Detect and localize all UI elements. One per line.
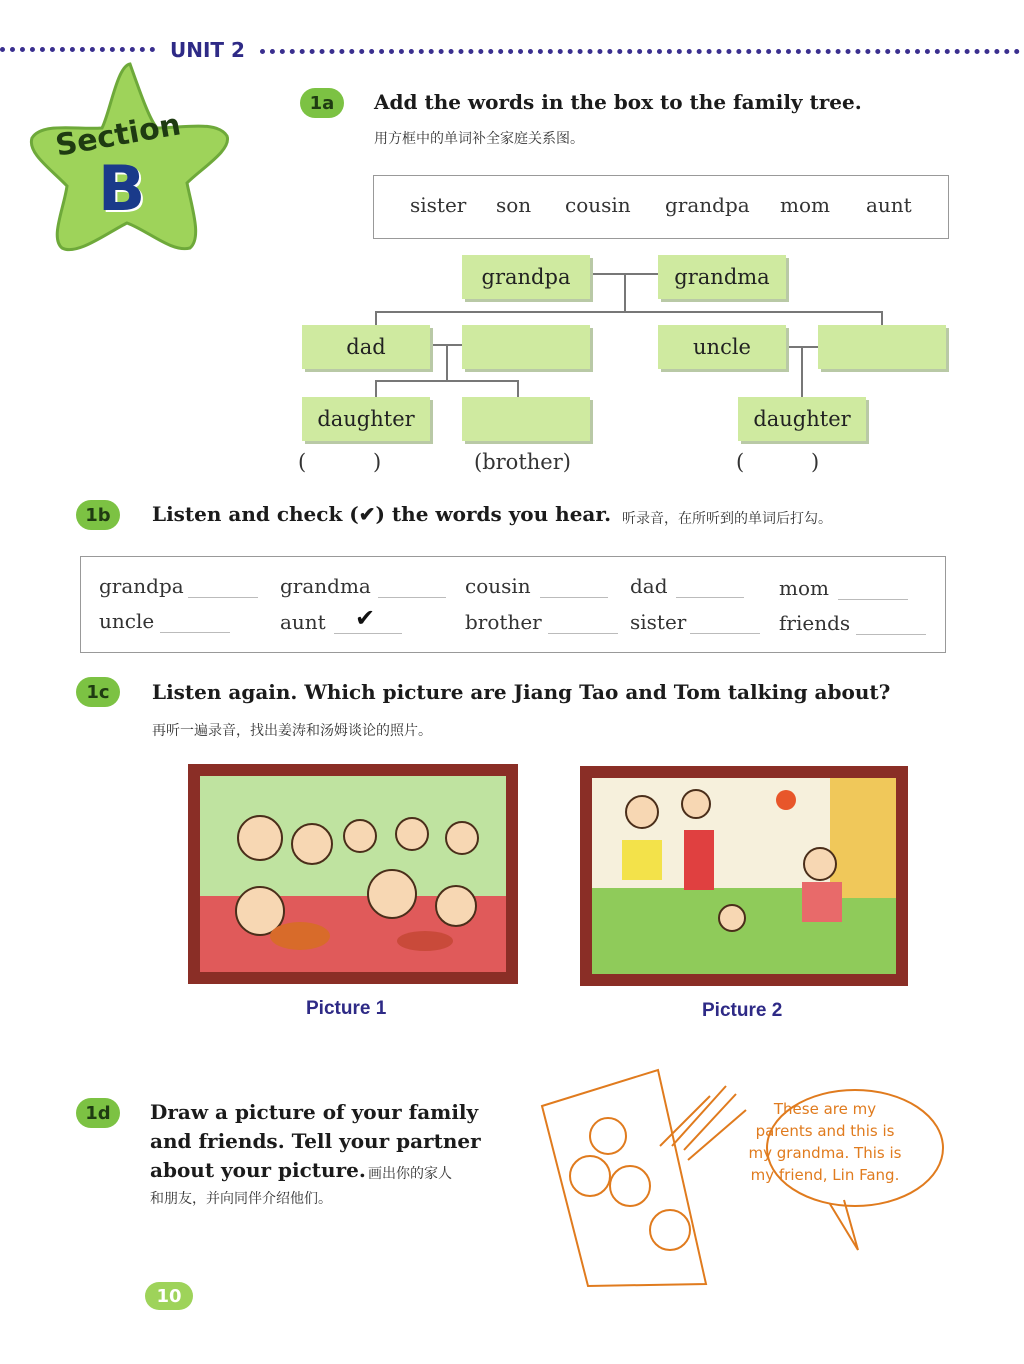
speech-bubble-line: These are my — [773, 1100, 877, 1118]
tree-line — [446, 345, 448, 381]
picture-2-caption: Picture 2 — [702, 1000, 783, 1021]
picture-1[interactable] — [188, 764, 518, 984]
tree-node-grandpa: grandpa — [462, 255, 590, 299]
instruction-1c: Listen again. Which picture are Jiang Tao and Tom talking about? — [152, 680, 891, 704]
instruction-1d-cn-a: 画出你的家人 — [368, 1166, 452, 1182]
word-bank-item: mom — [780, 193, 830, 217]
instruction-1d-line3: about your picture. — [150, 1158, 366, 1182]
tree-line — [375, 311, 882, 313]
checklist-blank[interactable] — [188, 597, 258, 598]
check-mark-icon: ✔ — [355, 604, 376, 632]
tree-line — [786, 346, 820, 348]
checklist-blank[interactable] — [856, 634, 926, 635]
tree-answer-brother: (brother) — [474, 450, 571, 474]
tree-answer-blank: ( ) — [298, 450, 382, 474]
checklist-blank[interactable] — [540, 597, 608, 598]
tree-node-daughter: daughter — [738, 397, 866, 441]
checklist-word: sister — [630, 610, 687, 634]
exercise-badge-1d: 1d — [76, 1098, 120, 1128]
speech-bubble-line: my grandma. This is — [748, 1144, 902, 1162]
instruction-1d-line2: and friends. Tell your partner — [150, 1129, 481, 1153]
instruction-1c-cn: 再听一遍录音，找出姜涛和汤姆谈论的照片。 — [152, 723, 432, 739]
tree-node-blank[interactable] — [462, 397, 590, 441]
word-bank-item: sister — [410, 193, 467, 217]
header-dotted-line-left — [0, 47, 155, 52]
checklist-word: mom — [779, 576, 829, 600]
unit-title: UNIT 2 — [170, 38, 245, 62]
tree-line — [624, 274, 626, 312]
page-number-badge — [145, 1282, 193, 1310]
word-bank-item: grandpa — [665, 193, 750, 217]
tree-node-blank[interactable] — [818, 325, 946, 369]
park-family-illustration — [592, 778, 896, 974]
instruction-1a: Add the words in the box to the family tree. — [374, 90, 862, 114]
tree-answer-blank: ( ) — [736, 450, 820, 474]
checklist-word: uncle — [99, 609, 155, 633]
checklist-blank[interactable] — [838, 599, 908, 600]
checklist-blank[interactable] — [676, 597, 744, 598]
tree-node-grandma: grandma — [658, 255, 786, 299]
instruction-1a-cn: 用方框中的单词补全家庭关系图。 — [374, 131, 584, 147]
header-dotted-line-right — [260, 49, 1020, 54]
instruction-1d-line1: Draw a picture of your family — [150, 1100, 479, 1124]
exercise-badge-1a: 1a — [300, 88, 344, 118]
tree-node-dad: dad — [302, 325, 430, 369]
checklist-word: friends — [779, 611, 851, 635]
checklist-box — [80, 556, 946, 653]
checklist-word: cousin — [465, 574, 531, 598]
instruction-1d-cn-b: 和朋友，并向同伴介绍他们。 — [150, 1191, 332, 1207]
word-bank-item: son — [496, 193, 532, 217]
word-bank-item: aunt — [866, 193, 912, 217]
tree-node-blank[interactable] — [462, 325, 590, 369]
checklist-blank[interactable] — [334, 633, 402, 634]
speech-bubble-line: parents and this is — [755, 1122, 895, 1140]
family-dinner-illustration — [200, 776, 506, 972]
picture-1-caption: Picture 1 — [306, 998, 387, 1019]
speech-bubble-line: my friend, Lin Fang. — [750, 1166, 900, 1184]
checklist-blank[interactable] — [378, 597, 446, 598]
tree-node-daughter: daughter — [302, 397, 430, 441]
tree-line — [801, 347, 803, 402]
instruction-1b: Listen and check (✔) the words you hear. — [152, 502, 612, 526]
instruction-1b-cn: 听录音，在所听到的单词后打勾。 — [622, 511, 832, 527]
tree-line — [375, 380, 518, 382]
checklist-blank[interactable] — [548, 633, 618, 634]
checklist-blank[interactable] — [160, 632, 230, 633]
exercise-badge-1c: 1c — [76, 677, 120, 707]
checklist-word: dad — [630, 574, 668, 598]
picture-2[interactable] — [580, 766, 908, 986]
checklist-word: grandpa — [99, 574, 184, 598]
checklist-word: grandma — [280, 574, 371, 598]
section-word: Section — [52, 107, 184, 164]
tree-node-uncle: uncle — [658, 325, 786, 369]
exercise-badge-1b: 1b — [76, 500, 120, 530]
checklist-word: aunt — [280, 610, 326, 634]
section-letter: B — [98, 152, 146, 225]
checklist-blank[interactable] — [690, 633, 760, 634]
checklist-word: brother — [465, 610, 542, 634]
page-number: 10 — [156, 1285, 182, 1307]
word-bank-item: cousin — [565, 193, 631, 217]
